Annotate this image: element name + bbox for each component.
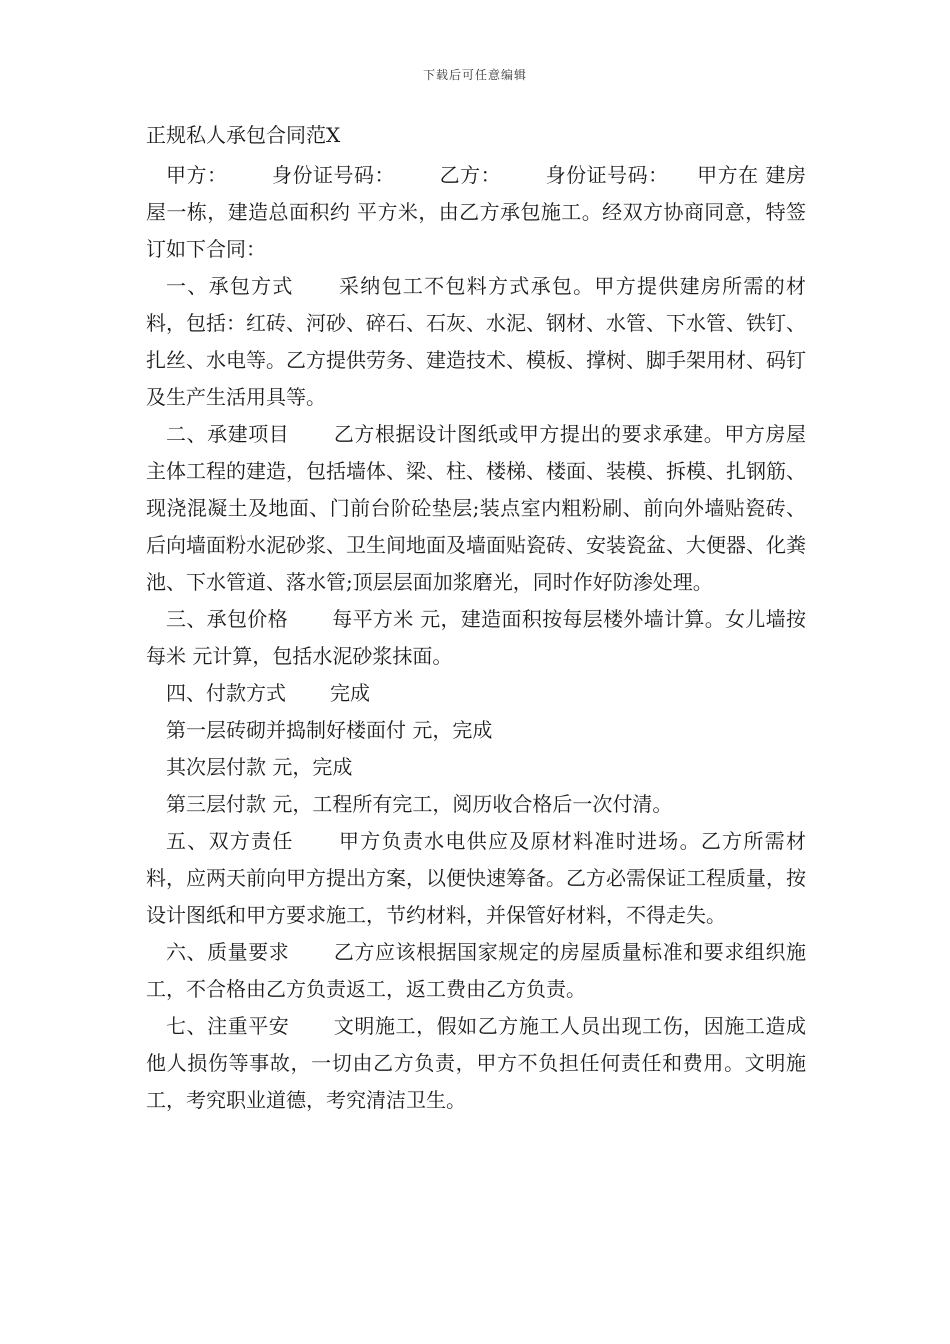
section-heading: 二、承建项目 [166, 422, 290, 446]
id-b-label: 身份证号码： [545, 163, 669, 187]
section-text: 乙方根据设计图纸或甲方提出的要求承建。甲方房屋主体工程的建造，包括墙体、梁、柱、楼梯、楼面、装模、拆模、扎钢筋、现浇混凝土及地面、门前台阶砼垫层;装点室内粗粉刷、前向外墙贴瓷砖、后向墙面粉水泥砂浆、卫生间地面及墙面贴瓷砖、安装瓷盆、大便器、化粪池、下水管道、落水管;顶层层面加浆磨光，同时作好防渗处理。 [146, 422, 807, 594]
section-text: 文明施工，假如乙方施工人员出现工伤，因施工造成他人损伤等事故，一切由乙方负责，甲方不负担任何责任和费用。文明施工，考究职业道德，考究清洁卫生。 [146, 1014, 807, 1112]
payment-line-2: 其次层付款 元，完成 [166, 755, 353, 779]
document-body [146, 157, 806, 1119]
section-heading: 五、双方责任 [166, 829, 294, 853]
party-a-label: 甲方： [166, 163, 228, 187]
id-a-label: 身份证号码： [271, 163, 396, 187]
section-heading: 六、质量要求 [166, 940, 290, 964]
intro-paragraph [146, 157, 806, 268]
document-title: 正规私人承包合同范X [146, 123, 341, 147]
section-heading: 四、付款方式 [166, 681, 286, 705]
section-5 [146, 823, 806, 934]
section-text: 完成 [330, 681, 370, 705]
payment-line-3: 第三层付款 元，工程所有完工，阅历收合格后一次付清。 [166, 792, 673, 816]
section-2 [146, 416, 806, 601]
header-note: 下载后可任意编辑 [422, 68, 527, 82]
section-4 [146, 675, 806, 712]
payment-line-1: 第一层砖砌并捣制好楼面付 元，完成 [166, 718, 493, 742]
section-3 [146, 601, 806, 675]
section-6 [146, 934, 806, 1008]
section-heading: 七、注重平安 [166, 1014, 290, 1038]
section-text: 乙方应该根据国家规定的房屋质量标准和要求组织施工，不合格由乙方负责返工，返工费由乙方负责。 [146, 940, 807, 1001]
party-b-label: 乙方： [439, 163, 502, 187]
section-1 [146, 268, 806, 416]
section-text: 甲方负责水电供应及原材料准时进场。乙方所需材料，应两天前向甲方提出方案，以便快速筹备。乙方必需保证工程质量，按设计图纸和甲方要求施工，节约材料，并保管好材料，不得走失。 [146, 829, 807, 927]
intro-text: 甲方在 建房屋一栋，建造总面积约 平方米，由乙方承包施工。经双方协商同意，特签订如下合同： [146, 163, 807, 261]
section-heading: 一、承包方式 [166, 274, 294, 298]
section-7 [146, 1008, 806, 1119]
section-text: 每平方米 元，建造面积按每层楼外墙计算。女儿墙按每米 元计算，包括水泥砂浆抹面。 [146, 607, 807, 668]
section-text: 采纳包工不包料方式承包。甲方提供建房所需的材料，包括：红砖、河砂、碎石、石灰、水泥、钢材、水管、下水管、铁钉、扎丝、水电等。乙方提供劳务、建造技术、模板、撑树、脚手架用材、码钉及生产生活用具等。 [146, 274, 807, 409]
section-heading: 三、承包价格 [166, 607, 288, 631]
